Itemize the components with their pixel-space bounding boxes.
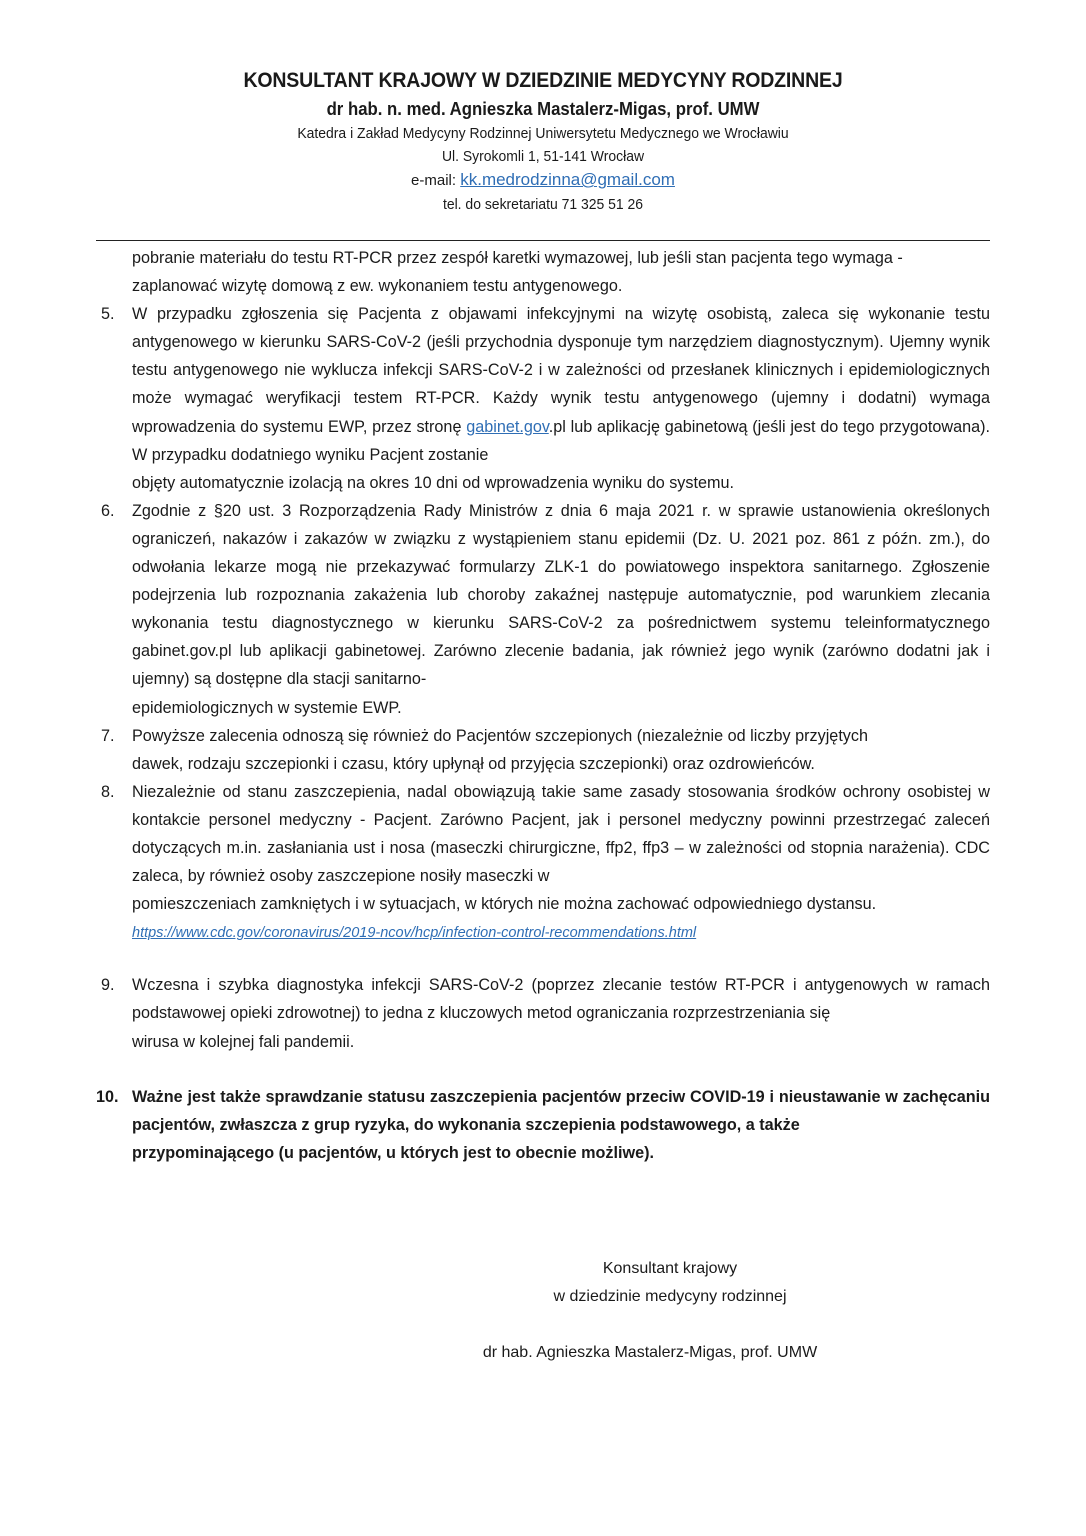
email-label: e-mail: [411,172,461,189]
item-last-line: objęty automatycznie izolacją na okres 10 dni od wprowadzenia wyniku do systemu. [132,473,734,492]
item-text: Wczesna i szybka diagnostyka infekcji SARS-CoV-2 (poprzez zlecanie testów RT-PCR i antygenowych w ramach podstawowej opieki zdrowotnej) to jedna z kluczowych metod ograniczania rozprzestrzeniania się [132,976,990,1023]
email-link[interactable]: kk.medrodzinna@gmail.com [460,170,675,189]
letterhead [0,66,1086,216]
item-last-line: pomieszczeniach zamkniętych i w sytuacjach, w których nie można zachować odpowiedniego dystansu. [132,895,877,914]
letterhead-email-line [0,168,1086,193]
item-number: 7. [101,726,115,745]
item-last-line: epidemiologicznych w systemie EWP. [132,698,402,717]
item-number: 10. [96,1087,119,1106]
item-number: 5. [101,305,115,324]
list-item-10 [96,1083,990,1167]
list-item-9 [96,971,990,1055]
letterhead-person: dr hab. n. med. Agnieszka Mastalerz-Migas, prof. UMW [326,99,760,119]
item-number: 9. [101,976,115,995]
document-body [96,244,990,1167]
item-number: 8. [101,782,115,801]
cdc-recommendations-link[interactable]: https://www.cdc.gov/coronavirus/2019-ncov/hcp/infection-control-recommendations.html [132,925,697,942]
list-item-5 [96,300,990,497]
item-text: Powyższe zalecenia odnoszą się również do Pacjentów szczepionych (niezależnie od liczby przyjętych [132,726,869,745]
header-divider [96,240,990,241]
item-text: Zgodnie z §20 ust. 3 Rozporządzenia Rady Ministrów z dnia 6 maja 2021 r. w sprawie ustanowienia określonych ograniczeń, nakazów i zakazów w związku z wystąpieniem stanu epidemii (Dz. U. 2021 poz. 861 z późn. zm.), do odwołania lekarze mogą nie przekazywać formularzy ZLK-1 do powiatowego inspektora sanitarnego. Zgłoszenie podejrzenia lub rozpoznania zakażenia lub choroby zakaźnej następuje automatycznie, pod warunkiem zlecania wykonania testu diagnostycznego w kierunku SARS-CoV-2 za pośrednictwem systemu teleinformatycznego gabinet.gov.pl lub aplikacji gabinetowej. Zarówno zlecenie badania, jak również jego wynik (zarówno dodatni jak i ujemny) są dostępne dla stacji sanitarno- [132,501,990,689]
item-text-after-link: .pl lub aplikację gabinetową (jeśli jest do tego przygotowana). W przypadku dodatniego wyniku Pacjent zostanie [132,417,991,464]
item-last-line: wirusa w kolejnej fali pandemii. [132,1032,355,1051]
signature-name: dr hab. Agnieszka Mastalerz-Migas, prof. UMW [482,1344,818,1361]
gabinet-gov-link[interactable]: gabinet.gov [466,417,549,436]
letterhead-phone: tel. do sekretariatu 71 325 51 26 [442,196,644,213]
item-text: Ważne jest także sprawdzanie statusu zaszczepienia pacjentów przeciw COVID-19 i nieustawanie w zachęcaniu pacjentów, zwłaszcza z grup ryzyka, do wykonania szczepienia podstawowego, a także [132,1087,990,1134]
signature-title: Konsultant krajowy [602,1260,738,1277]
item-last-line: dawek, rodzaju szczepionki i czasu, który upłynął od przyjęcia szczepionki) oraz ozdrowieńców. [132,754,815,773]
signature-block [460,1255,880,1367]
signature-field: w dziedzinie medycyny rodzinnej [553,1288,787,1305]
item-text: W przypadku zgłoszenia się Pacjenta z objawami infekcyjnymi na wizytę osobistą, zaleca się wykonanie testu antygenowego w kierunku SARS-CoV-2 (jeśli przychodnia dysponuje tym narzędziem diagnostycznym). Ujemny wynik testu antygenowego nie wyklucza infekcji SARS-CoV-2 i w zależności od przesłanek klinicznych i epidemiologicznych może wymagać weryfikacji testem RT-PCR. Każdy wynik testu antygenowego (ujemny i dodatni) wymaga wprowadzenia do systemu EWP, przez stronę [132,305,990,436]
spacer [96,947,990,971]
continuation-text: pobranie materiału do testu RT-PCR przez zespół karetki wymazowej, lub jeśli stan pacjenta tego wymaga - [132,249,903,267]
item-text: Niezależnie od stanu zaszczepienia, nadal obowiązują takie same zasady stosowania środków ochrony osobistej w kontakcie personel medyczny - Pacjent. Zarówno Pacjent, jak i personel medyczny powinni przestrzegać zaleceń dotyczących m.in. zasłaniania ust i nosa (maseczki chirurgiczne, ffp2, ffp3 – w zależności od stopnia narażenia). CDC zaleca, by również osoby zaszczepione nosiły maseczki w [132,782,990,886]
item-last-line: przypominającego (u pacjentów, u których jest to obecnie możliwe). [132,1143,654,1162]
list-item-7 [96,722,990,778]
letterhead-title: KONSULTANT KRAJOWY W DZIEDZINIE MEDYCYNY RODZINNEJ [243,69,843,92]
list-item-6 [96,497,990,722]
list-item-continuation [96,244,990,300]
letterhead-department: Katedra i Zakład Medycyny Rodzinnej Uniwersytetu Medycznego we Wrocławiu [297,125,789,142]
letterhead-address: Ul. Syrokomli 1, 51-141 Wrocław [441,148,645,165]
item-number: 6. [101,501,115,520]
list-item-8 [96,778,990,948]
continuation-last-line: zaplanować wizytę domową z ew. wykonaniem testu antygenowego. [132,277,623,296]
spacer [96,1056,990,1083]
